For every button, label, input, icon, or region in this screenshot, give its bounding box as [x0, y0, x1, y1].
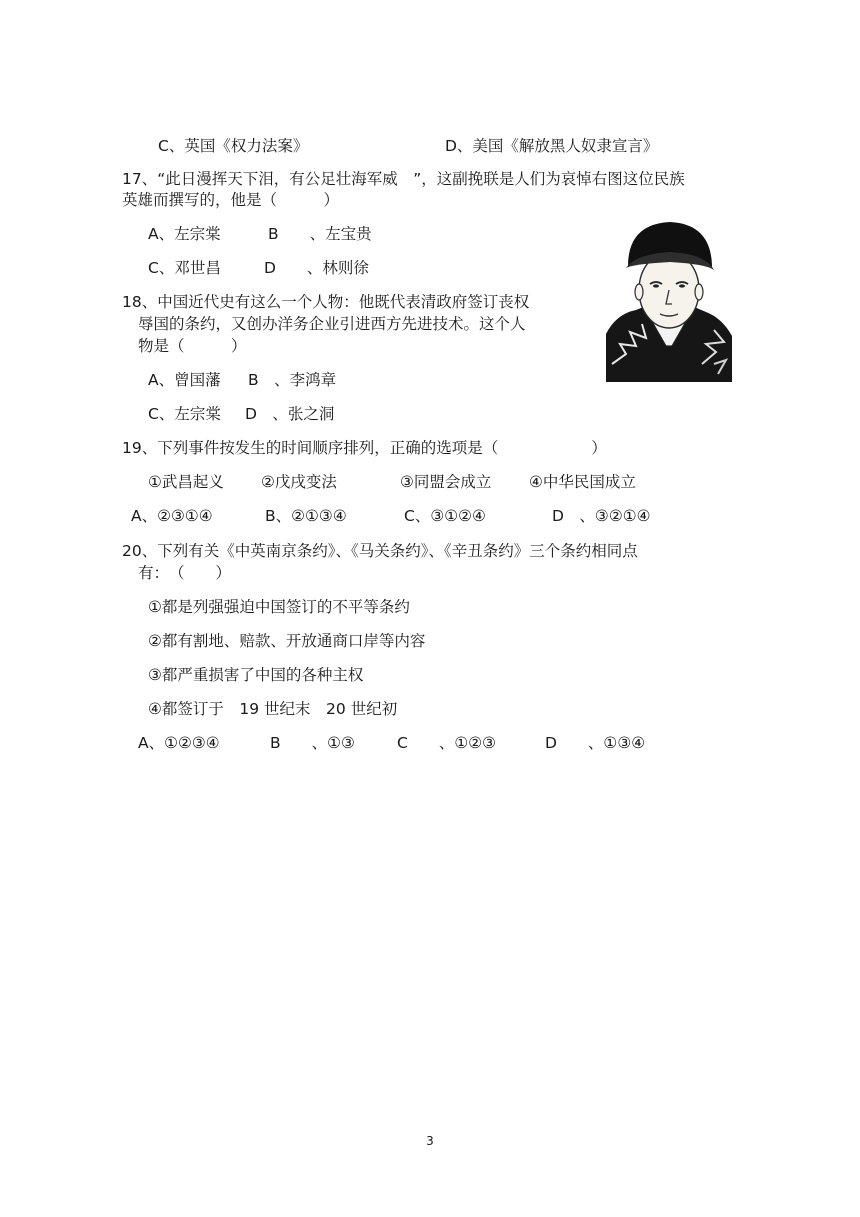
q17-stem-line1: 17、“此日漫挥天下泪，有公足壮海军威 ”，这副挽联是人们为哀悼右图这位民族	[122, 170, 685, 188]
q16-option-c: C、英国《权力法案》	[158, 137, 309, 155]
portrait-image	[606, 214, 732, 382]
q18-stem-line1: 18、中国近代史有这么一个人物：他既代表清政府签订丧权	[122, 293, 530, 311]
q19-option-b: B、②①③④	[265, 507, 347, 525]
q18-option-b: B 、李鸿章	[248, 371, 337, 389]
q18-option-a: A、曾国藩	[148, 371, 221, 389]
page-number: 3	[426, 1134, 434, 1148]
q20-option-b: B 、①③	[270, 734, 355, 752]
q18-option-c: C、左宗棠	[148, 405, 221, 423]
q17-option-d: D 、林则徐	[264, 259, 369, 277]
q20-statement-3: ③都严重损害了中国的各种主权	[148, 666, 364, 684]
q20-option-c: C 、①②③	[397, 734, 497, 752]
q20-statement-1: ①都是列强强迫中国签订的不平等条约	[148, 598, 410, 616]
q19-option-c: C、③①②④	[404, 507, 486, 525]
q17-stem-line2: 英雄而撰写的，他是（ ）	[122, 191, 340, 209]
q20-option-d: D 、①③④	[545, 734, 646, 752]
q17-option-c: C、邓世昌	[148, 259, 221, 277]
q18-stem-line2: 辱国的条约，又创办洋务企业引进西方先进技术。这个人	[138, 315, 526, 333]
q20-stem-line2: 有： （ ）	[138, 564, 232, 582]
q19-item-1: ①武昌起义	[148, 473, 224, 491]
q17-option-a: A、左宗棠	[148, 225, 221, 243]
q17-option-b: B 、左宝贵	[268, 225, 372, 243]
q19-option-d: D 、③②①④	[552, 507, 651, 525]
q20-option-a: A、①②③④	[138, 734, 220, 752]
q20-statement-2: ②都有割地、赔款、开放通商口岸等内容	[148, 632, 426, 650]
q18-option-d: D 、张之洞	[245, 405, 335, 423]
q16-option-d: D、美国《解放黑人奴隶宣言》	[445, 137, 659, 155]
q19-item-4: ④中华民国成立	[529, 473, 636, 491]
q19-item-3: ③同盟会成立	[400, 473, 492, 491]
q19-option-a: A、②③①④	[131, 507, 213, 525]
q20-statement-4: ④都签订于 19 世纪末 20 世纪初	[148, 700, 398, 718]
q20-stem-line1: 20、下列有关《中英南京条约》、《马关条约》、《辛丑条约》三个条约相同点	[122, 542, 638, 560]
q18-stem-line3: 物是（ ）	[138, 337, 247, 355]
q19-stem: 19、下列事件按发生的时间顺序排列，正确的选项是（ ）	[122, 439, 607, 457]
q19-item-2: ②戊戌变法	[261, 473, 337, 491]
